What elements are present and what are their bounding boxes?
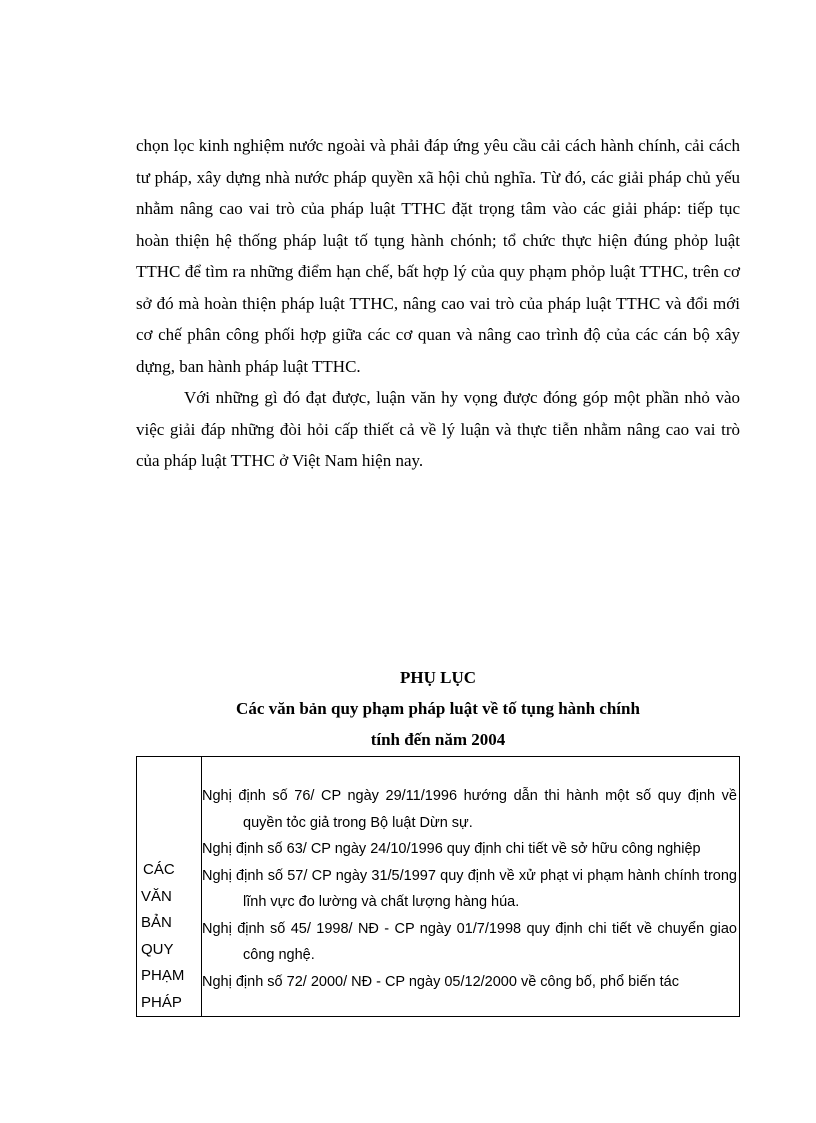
category-word: CÁC	[143, 861, 175, 878]
appendix-header	[136, 662, 740, 755]
category-label	[137, 757, 201, 1016]
document-entry: Nghị định số 63/ CP ngày 24/10/1996 quy định chi tiết về sở hữu công nghiệp	[202, 841, 701, 857]
document-entry: Nghị định số 45/ 1998/ NĐ - CP ngày 01/7/1998 quy định chi tiết về chuyển giao công nghệ.	[202, 920, 737, 963]
category-word: PHÁP	[141, 993, 182, 1011]
appendix-heading: PHỤ LỤC	[399, 668, 477, 687]
category-cell	[137, 757, 202, 1017]
documents-cell	[202, 757, 740, 1017]
appendix-table	[136, 756, 740, 1017]
document-entry: Nghị định số 57/ CP ngày 31/5/1997 quy định về xử phạt vi phạm hành chính trong lĩnh vực đo lường và chất lượng hàng húa.	[202, 867, 737, 910]
body-paragraph-1: chọn lọc kinh nghiệm nước ngoài và phải đáp ứng yêu cầu cải cách hành chính, cải cách tư pháp, xây dựng nhà nước pháp quyền xã hội chủ nghĩa. Từ đó, các giải pháp chủ yếu nhằm nâng cao vai trò của pháp luật TTHC đặt trọng tâm vào các giải pháp: tiếp tục hoàn thiện hệ thống pháp luật tố tụng hành chónh; tổ chức thực hiện đúng phỏp luật TTHC để tìm ra những điểm hạn chế, bất hợp lý của quy phạm phỏp luật TTHC, trên cơ sở đó mà hoàn thiện pháp luật TTHC, nâng cao vai trò của pháp luật TTHC và đổi mới cơ chế phân công phối hợp giữa các cơ quan và nâng cao trình độ của các cán bộ xây dựng, ban hành pháp luật TTHC.	[136, 136, 740, 376]
body-text	[136, 130, 740, 477]
document-entry: Nghị định số 76/ CP ngày 29/11/1996 hướng dẫn thi hành một số quy định về quyền tỏc giả trong Bộ luật Dừn sự.	[202, 788, 737, 831]
category-word: QUY	[141, 940, 174, 958]
category-word: PHẠM	[141, 967, 185, 984]
body-paragraph-2: Với những gì đó đạt được, luận văn hy vọng được đóng góp một phần nhỏ vào việc giải đáp những đòi hỏi cấp thiết cả về lý luận và thực tiễn nhằm nâng cao vai trò của pháp luật TTHC ở Việt Nam hiện nay.	[136, 388, 740, 470]
table-row	[137, 757, 740, 1017]
document-entry: Nghị định số 72/ 2000/ NĐ - CP ngày 05/12/2000 về công bố, phổ biến tác	[202, 973, 679, 990]
appendix-subtitle-1: Các văn bản quy phạm pháp luật về tố tụng hành chính	[236, 699, 640, 718]
documents-list	[202, 757, 739, 1013]
appendix-subtitle-2: tính đến năm 2004	[370, 730, 506, 749]
category-word: BẢN	[141, 914, 172, 931]
category-word: VĂN	[141, 887, 172, 905]
